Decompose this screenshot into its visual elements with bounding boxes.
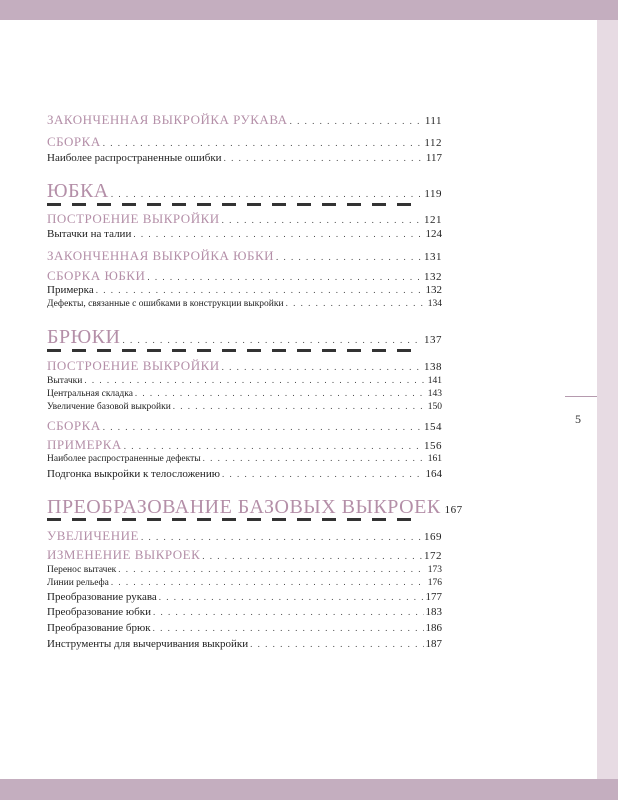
toc-entry[interactable]: ИЗМЕНЕНИЕ ВЫКРОЕК . . . 172 [47, 547, 442, 563]
toc-entry[interactable]: Наиболее распространенные ошибки . . . 117 [47, 152, 442, 164]
toc-entry[interactable]: Вытачки на талии . . . 124 [47, 228, 442, 240]
top-band [0, 0, 618, 20]
toc-entry[interactable]: Примерка . . . 132 [47, 284, 442, 296]
toc-entry[interactable]: Преобразование рукава . . . 177 [47, 591, 442, 603]
bottom-band [0, 779, 618, 800]
right-margin-band [597, 20, 618, 779]
toc-entry[interactable]: УВЕЛИЧЕНИЕ . . . 169 [47, 528, 442, 544]
toc-entry[interactable]: Центральная складка . . . 143 [47, 388, 442, 399]
toc-entry[interactable]: Преобразование брюк . . . 186 [47, 622, 442, 634]
page-number: 5 [575, 412, 581, 426]
toc-entry[interactable]: Линии рельефа . . . 176 [47, 577, 442, 588]
toc-section[interactable]: ЮБКА . . . 119 [47, 180, 442, 203]
toc-section[interactable]: БРЮКИ . . . 137 [47, 326, 442, 349]
toc-entry[interactable]: Подгонка выкройки к телосложению . . . 164 [47, 468, 442, 480]
toc-entry[interactable]: Перенос вытачек . . . 173 [47, 564, 442, 575]
section-dash-rule [47, 518, 417, 521]
toc-entry[interactable]: Вытачки . . . 141 [47, 375, 442, 386]
toc-entry[interactable]: СБОРКА . . . 112 [47, 134, 442, 150]
toc-entry[interactable]: Наиболее распространенные дефекты . . . 161 [47, 453, 442, 464]
toc-entry[interactable]: Преобразование юбки . . . 183 [47, 606, 442, 618]
toc-entry[interactable]: СБОРКА ЮБКИ . . . 132 [47, 268, 442, 284]
toc-entry[interactable]: ЗАКОНЧЕННАЯ ВЫКРОЙКА ЮБКИ . . . 131 [47, 248, 442, 264]
toc-entry[interactable]: ЗАКОНЧЕННАЯ ВЫКРОЙКА РУКАВА . . . 111 [47, 112, 442, 128]
toc-entry[interactable]: СБОРКА . . . 154 [47, 418, 442, 434]
page-number-rule [565, 396, 597, 397]
toc-entry[interactable]: Инструменты для вычерчивания выкройки . . . 187 [47, 638, 442, 650]
section-dash-rule [47, 203, 417, 206]
toc-entry[interactable]: Дефекты, связанные с ошибками в конструкции выкройки . . . 134 [47, 298, 442, 309]
toc-entry[interactable]: ПОСТРОЕНИЕ ВЫКРОЙКИ . . . 121 [47, 211, 442, 227]
toc-entry[interactable]: ПРИМЕРКА . . . 156 [47, 437, 442, 453]
toc-entry[interactable]: Увеличение базовой выкройки . . . 150 [47, 401, 442, 412]
toc-entry[interactable]: ПОСТРОЕНИЕ ВЫКРОЙКИ . . . 138 [47, 358, 442, 374]
section-dash-rule [47, 349, 417, 352]
toc-section[interactable]: ПРЕОБРАЗОВАНИЕ БАЗОВЫХ ВЫКРОЕК 167 [47, 496, 463, 518]
